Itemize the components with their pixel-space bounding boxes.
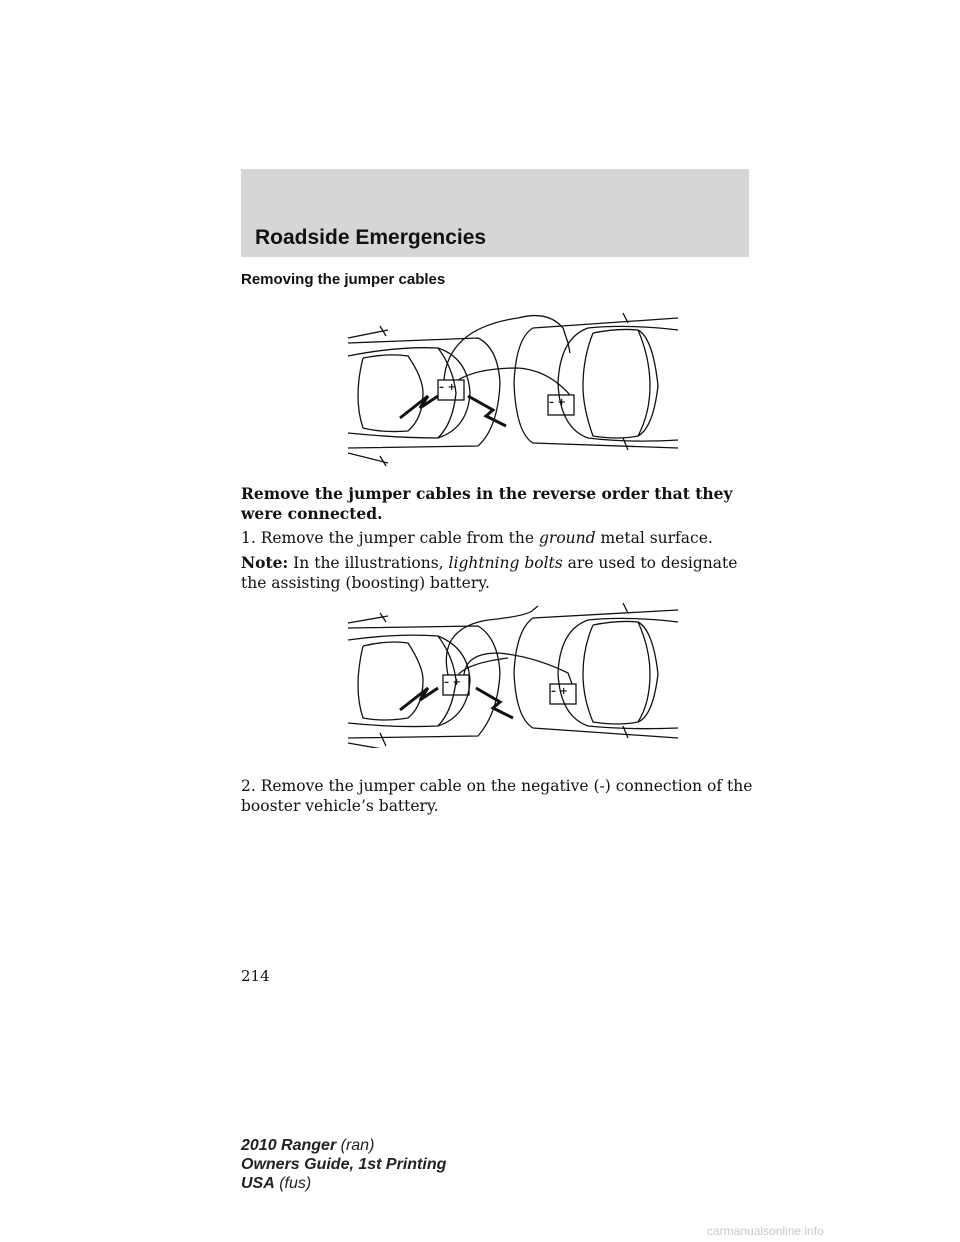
intro-paragraph bbox=[241, 484, 761, 524]
battery-label: – + bbox=[549, 397, 566, 408]
battery-label: – + bbox=[439, 382, 456, 393]
lightning-bolt-right bbox=[468, 396, 506, 426]
cable-2 bbox=[464, 653, 572, 684]
step-2 bbox=[241, 776, 761, 816]
battery-label: – + bbox=[444, 677, 461, 688]
step-1-suffix: metal surface. bbox=[595, 529, 713, 547]
cable-1 bbox=[444, 316, 568, 380]
figure-remove-negative-cable bbox=[338, 598, 688, 748]
cable-1 bbox=[446, 610, 533, 675]
battery-label: – + bbox=[551, 686, 568, 697]
left-car-outline bbox=[348, 613, 500, 748]
step-1-text: 1. Remove the jumper cable from the bbox=[241, 529, 539, 547]
step-2-text: 2. Remove the jumper cable on the negative (-) connection of the booster vehicle’s battery. bbox=[241, 777, 753, 815]
note-label: Note: bbox=[241, 553, 289, 572]
left-car-outline bbox=[348, 326, 500, 466]
note-text-2: are used to designate the assisting (boosting) battery. bbox=[241, 554, 738, 592]
step-1 bbox=[241, 528, 761, 548]
section-title: Roadside Emergencies bbox=[255, 226, 487, 249]
intro-text: Remove the jumper cables in the reverse order that they were connected. bbox=[241, 484, 733, 523]
right-car-outline bbox=[514, 603, 678, 738]
watermark: carmanualsonline.info bbox=[707, 1224, 824, 1238]
lightning-bolt-left bbox=[400, 688, 438, 710]
footer-model: 2010 Ranger bbox=[241, 1137, 337, 1154]
footer-market: USA bbox=[241, 1175, 275, 1192]
right-car-outline bbox=[514, 313, 678, 450]
footer-print-info bbox=[241, 1136, 446, 1193]
lightning-bolt-right bbox=[476, 688, 513, 718]
footer-printing: Owners Guide, 1st Printing bbox=[241, 1156, 447, 1173]
page-number: 214 bbox=[241, 967, 270, 985]
section-heading: Removing the jumper cables bbox=[241, 271, 446, 288]
note-paragraph bbox=[241, 553, 761, 593]
step-1-emphasis: ground bbox=[539, 529, 596, 547]
footer-model-code: (ran) bbox=[336, 1137, 375, 1154]
footer-market-code: (fus) bbox=[274, 1175, 312, 1192]
note-emphasis: lightning bolts bbox=[448, 554, 563, 572]
note-text: In the illustrations, bbox=[288, 554, 449, 572]
figure-remove-ground-cable bbox=[338, 298, 688, 468]
